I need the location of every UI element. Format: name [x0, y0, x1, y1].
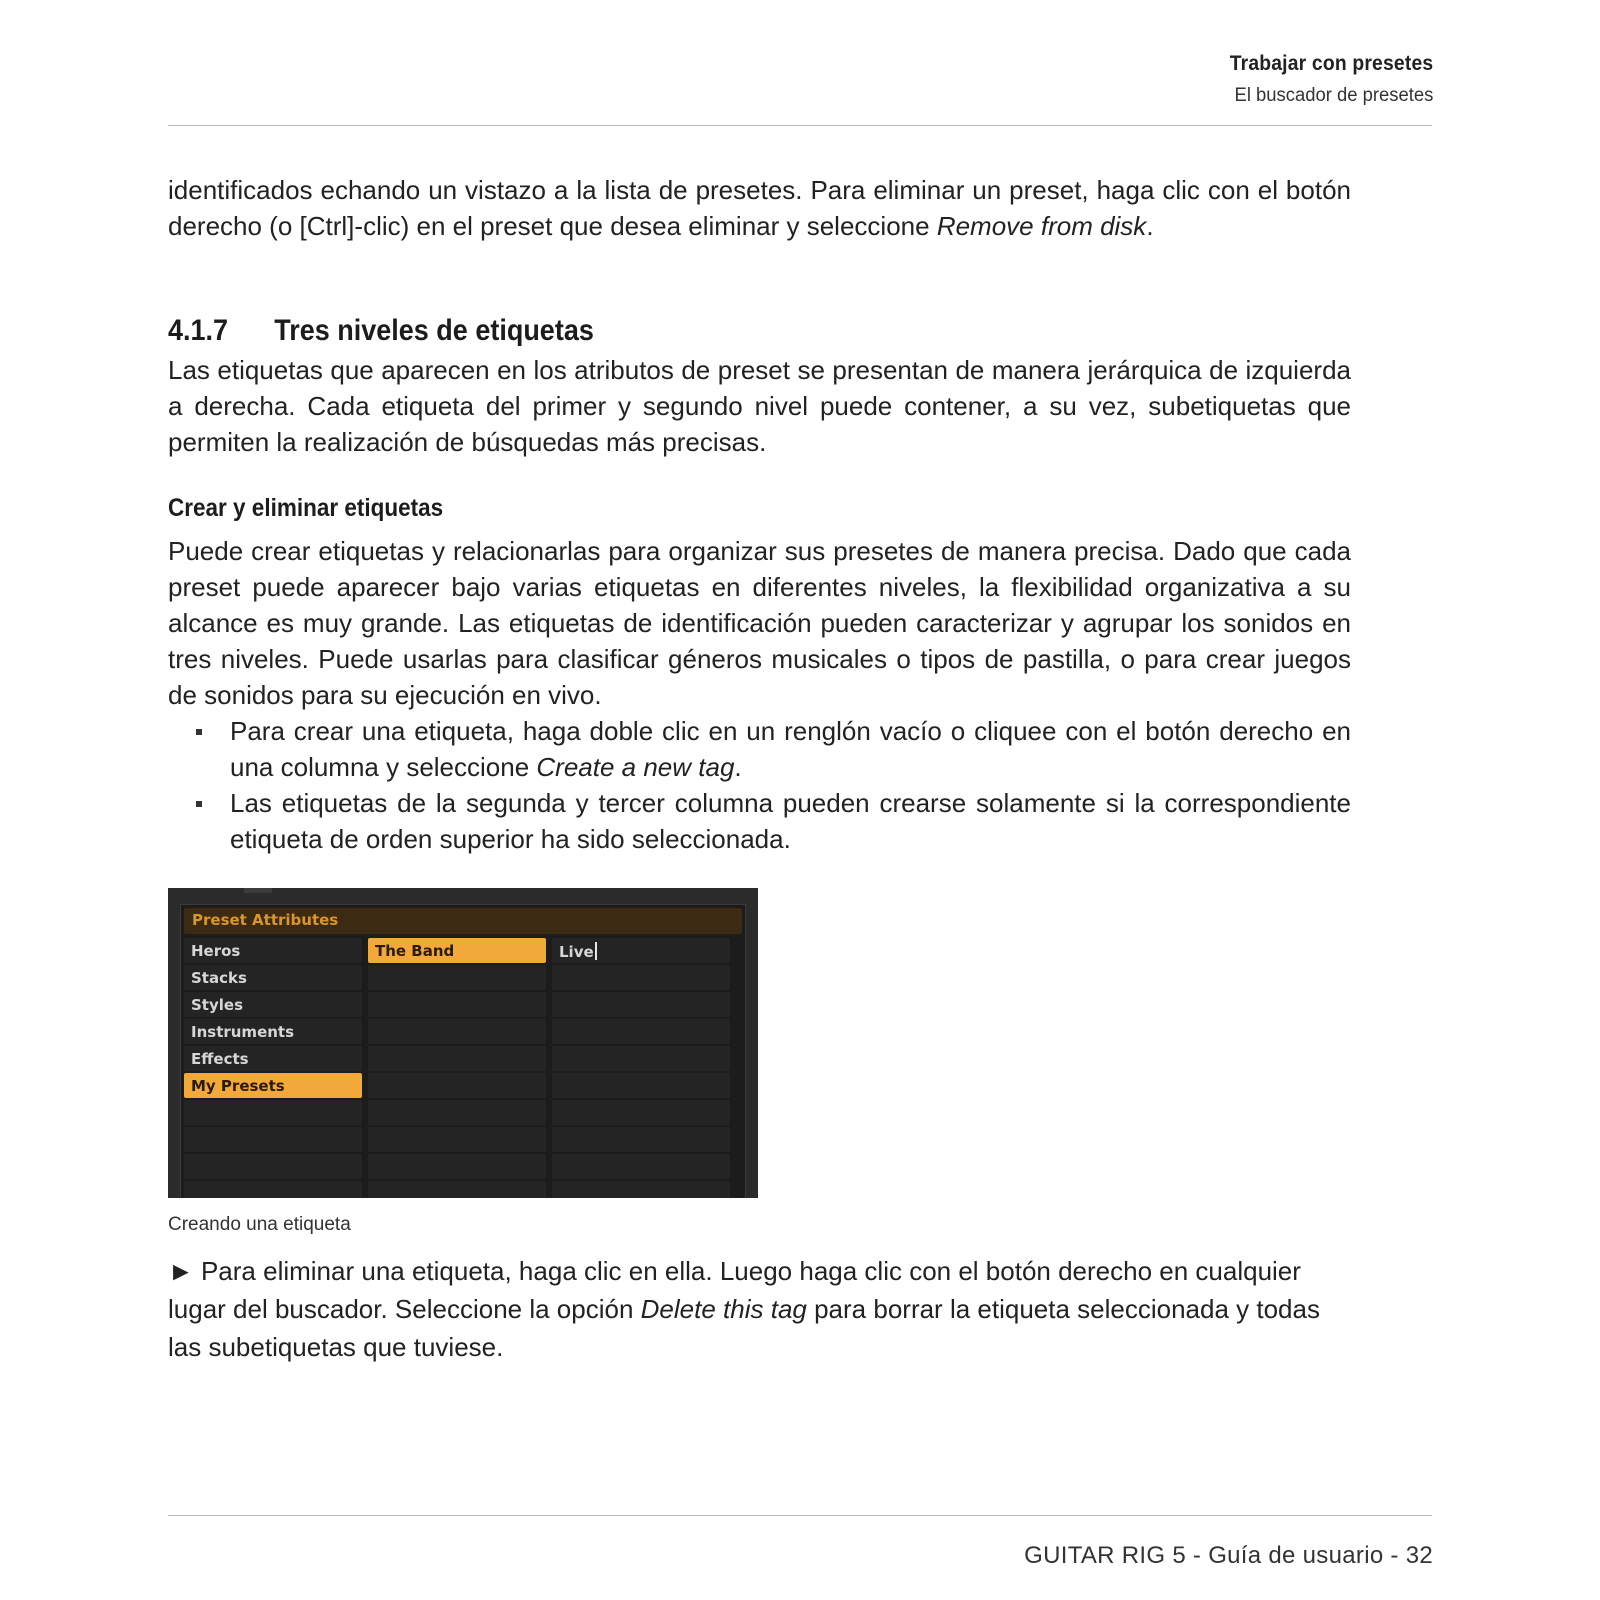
tag-label: Live: [559, 942, 597, 961]
tag-label: Effects: [191, 1050, 249, 1068]
tag-row[interactable]: [368, 1181, 546, 1198]
tag-label: Instruments: [191, 1023, 295, 1041]
tag-row[interactable]: [184, 992, 362, 1017]
tag-row[interactable]: [552, 1154, 730, 1179]
tag-row[interactable]: [368, 1154, 546, 1179]
tag-row[interactable]: [552, 1100, 730, 1125]
tag-label: My Presets: [191, 1077, 285, 1095]
tag-row[interactable]: [368, 1127, 546, 1152]
create-new-tag-term: Create a new tag: [536, 752, 735, 782]
section-body: Las etiquetas que aparecen en los atributos de preset se presentan de manera jerárquica de izquierda a derecha. Cada etiqueta del primer y segundo nivel puede contener, a su vez, subetiquetas que permiten la realización de búsquedas más precisas.: [168, 355, 1351, 457]
tag-row[interactable]: [184, 1181, 362, 1198]
header-section-title: El buscador de presetes: [1234, 85, 1433, 106]
tag-row[interactable]: [368, 992, 546, 1017]
remove-from-disk-term: Remove from disk: [936, 211, 1147, 241]
tag-row[interactable]: [184, 1073, 362, 1098]
tag-label: Heros: [191, 942, 241, 960]
tag-row[interactable]: [552, 1073, 730, 1098]
subsection-heading: Crear y eliminar etiquetas: [168, 494, 444, 522]
tag-column-level-1: [184, 938, 362, 1198]
page-footer: GUITAR RIG 5 - Guía de usuario - 32: [1024, 1542, 1433, 1569]
instruction-block: [168, 1252, 1348, 1366]
bullet-marker: [196, 729, 202, 735]
tag-row[interactable]: [368, 1073, 546, 1098]
tag-label: Stacks: [191, 969, 247, 987]
panel-title: Preset Attributes: [192, 911, 339, 929]
tag-row[interactable]: [552, 1127, 730, 1152]
section-heading: [168, 314, 1233, 348]
arrow-icon: ►: [168, 1256, 194, 1286]
header-chapter-title: Trabajar con presetes: [1229, 52, 1433, 75]
footer-rule: [168, 1515, 1432, 1516]
bullet-marker: [196, 801, 202, 807]
section-title: Tres niveles de etiquetas: [274, 314, 594, 347]
bullet-list: [168, 713, 1351, 857]
tag-label: Styles: [191, 996, 243, 1014]
subsection-body: Puede crear etiquetas y relacionarlas para organizar sus presetes de manera precisa. Dado que cada preset puede aparecer bajo varias etiquetas en diferentes niveles, la flexibilidad organizativa a su alcance es muy grande. Las etiquetas de identificación pueden caracterizar y agrupar los sonidos en tres niveles. Puede usarlas para clasificar géneros musicales o tipos de pastilla, o para crear juegos de sonidos para su ejecución en vivo.: [168, 536, 1351, 710]
tag-row[interactable]: [184, 965, 362, 990]
tag-column-level-2: [368, 938, 546, 1198]
panel-tab: [244, 888, 272, 893]
tag-column-level-3: [552, 938, 730, 1198]
text-caret: [595, 942, 597, 960]
section-number: 4.1.7: [168, 314, 229, 347]
intro-paragraph-block: [168, 172, 1351, 244]
tag-row[interactable]: [552, 938, 730, 963]
header-rule: [168, 125, 1432, 126]
tag-row[interactable]: [368, 1019, 546, 1044]
tag-row[interactable]: [552, 965, 730, 990]
tag-row[interactable]: [184, 938, 362, 963]
tag-row[interactable]: [368, 1046, 546, 1071]
tag-row[interactable]: [368, 1100, 546, 1125]
tag-row[interactable]: [368, 938, 546, 963]
running-header: [1212, 52, 1433, 107]
preset-attributes-panel: [180, 904, 746, 1198]
instruction-paragraph: ► Para eliminar una etiqueta, haga clic en ella. Luego haga clic con el botón derecho en cualquier lugar del buscador. Seleccione la opción Delete this tag para borrar la etiqueta seleccionada y todas las subetiquetas que tuviese.: [168, 1256, 1320, 1362]
tag-row[interactable]: [184, 1127, 362, 1152]
bullet-item: Para crear una etiqueta, haga doble clic en un renglón vacío o cliquee con el botón derecho en una columna y seleccione Create a new tag.: [168, 713, 1351, 785]
bullet-item: Las etiquetas de la segunda y tercer columna pueden crearse solamente si la correspondiente etiqueta de orden superior ha sido seleccionada.: [168, 785, 1351, 857]
subsection-create-delete: [168, 494, 1351, 857]
panel-header: [184, 908, 742, 934]
tag-row[interactable]: [368, 965, 546, 990]
tag-row[interactable]: [184, 1046, 362, 1071]
tag-row[interactable]: [184, 1100, 362, 1125]
section-4-1-7: [168, 314, 1351, 460]
preset-attributes-screenshot: [168, 888, 758, 1198]
tag-row[interactable]: [184, 1154, 362, 1179]
delete-this-tag-term: Delete this tag: [640, 1294, 807, 1324]
tag-row[interactable]: [184, 1019, 362, 1044]
tag-label: The Band: [375, 942, 455, 960]
figure-caption: Creando una etiqueta: [168, 1214, 351, 1235]
tag-row[interactable]: [552, 1181, 730, 1198]
tag-row[interactable]: [552, 1046, 730, 1071]
tag-row[interactable]: [552, 992, 730, 1017]
tag-row[interactable]: [552, 1019, 730, 1044]
intro-paragraph: identificados echando un vistazo a la lista de presetes. Para eliminar un preset, haga clic con el botón derecho (o [Ctrl]-clic) en el preset que desea eliminar y seleccione Remove from disk.: [168, 175, 1351, 241]
